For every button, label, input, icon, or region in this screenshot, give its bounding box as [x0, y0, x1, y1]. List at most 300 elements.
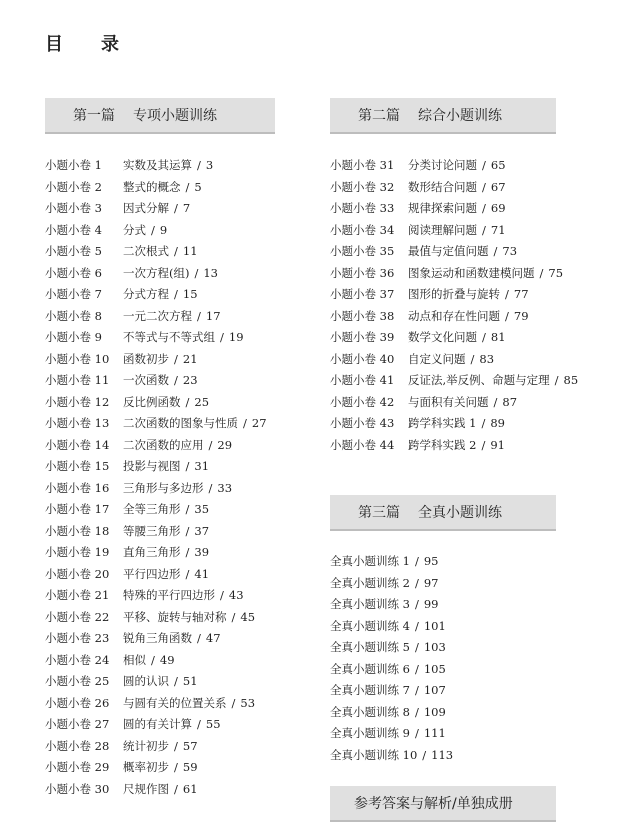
entry-title-line [330, 616, 580, 638]
entry-title-line [123, 220, 280, 242]
page-separator: / [505, 308, 509, 323]
entry-title-line [408, 284, 580, 306]
toc-entry [45, 327, 280, 349]
entry-title: 跨学科实践 2 [408, 437, 477, 452]
entry-page: 45 [240, 609, 256, 624]
entry-number: 小题小卷 10 [45, 351, 110, 366]
entry-title-line [123, 177, 280, 199]
entry-page: 79 [513, 308, 529, 323]
entry-title-line [408, 306, 580, 328]
entry-title: 投影与视图 [123, 459, 181, 473]
page-separator: / [414, 575, 419, 590]
entry-title-line [123, 671, 280, 693]
entry-page: 59 [182, 760, 198, 774]
entry-title-line [123, 370, 280, 392]
entry-title: 全真小题训练 4 [330, 618, 410, 633]
page-separator: / [493, 394, 498, 409]
entry-page: 99 [423, 597, 439, 611]
entry-title-line [123, 241, 280, 263]
page-separator: / [197, 631, 201, 645]
entry-title-line [123, 564, 280, 586]
toc-entry [45, 564, 280, 586]
toc-entry [330, 680, 580, 702]
toc-entry [45, 392, 280, 414]
toc-entry [45, 521, 280, 543]
entry-number: 小题小卷 25 [45, 674, 110, 688]
entry-number: 小题小卷 44 [330, 437, 395, 452]
entry-number: 小题小卷 40 [330, 351, 395, 366]
entry-title: 数形结合问题 [408, 179, 477, 194]
toc-entry [45, 607, 280, 629]
page-separator: / [243, 416, 247, 430]
page-separator: / [414, 683, 419, 697]
toc-entry [45, 693, 280, 715]
page-separator: / [197, 158, 201, 172]
entry-number: 小题小卷 42 [330, 394, 395, 409]
entry-number: 小题小卷 6 [45, 265, 102, 280]
entry-page: 69 [490, 201, 506, 215]
entry-title-line [123, 607, 280, 629]
entry-page: 41 [194, 566, 210, 581]
page-separator: / [174, 738, 178, 753]
entry-page: 83 [479, 351, 495, 366]
toc-entry [45, 478, 280, 500]
page-separator: / [414, 661, 419, 676]
toc-entry [45, 714, 280, 736]
entry-number: 小题小卷 3 [45, 201, 102, 215]
entry-page: 97 [423, 575, 439, 590]
toc-entry [330, 637, 580, 659]
entry-page: 33 [217, 480, 233, 495]
entry-number: 小题小卷 34 [330, 222, 395, 237]
page-separator: / [422, 747, 427, 762]
entry-title: 图形的折叠与旋转 [408, 287, 500, 301]
entry-title: 动点和存在性问题 [408, 308, 500, 323]
toc-entry [45, 413, 280, 435]
page-separator: / [185, 394, 190, 409]
entry-page: 55 [205, 717, 221, 731]
toc-entry [330, 594, 580, 616]
entry-title-line [123, 198, 280, 220]
entry-title-line [123, 306, 280, 328]
page-separator: / [414, 640, 419, 654]
entry-number: 小题小卷 20 [45, 566, 110, 581]
entry-title: 全真小题训练 1 [330, 554, 410, 568]
toc-entry [45, 757, 280, 779]
page-separator: / [197, 717, 201, 731]
entry-number: 小题小卷 7 [45, 287, 102, 301]
entry-title-line [123, 714, 280, 736]
entry-title: 相似 [123, 652, 146, 667]
entry-number: 小题小卷 35 [330, 244, 395, 258]
entry-number: 小题小卷 4 [45, 222, 102, 237]
entry-page: 111 [423, 726, 446, 740]
entry-number: 小题小卷 38 [330, 308, 395, 323]
entry-title-line [330, 702, 580, 724]
page-separator: / [482, 179, 486, 194]
page-separator: / [185, 523, 190, 538]
entry-title: 与面积有关问题 [408, 394, 489, 409]
page-separator: / [220, 588, 224, 602]
entry-page: 89 [490, 416, 505, 430]
entry-number: 小题小卷 18 [45, 523, 110, 538]
entry-page: 5 [194, 179, 202, 194]
toc-entry [45, 284, 280, 306]
entry-title-line [330, 551, 580, 573]
toc-entry [45, 370, 280, 392]
entry-title-line [123, 542, 280, 564]
toc-entry [330, 702, 580, 724]
entry-page: 67 [490, 179, 506, 194]
entry-title-line [123, 155, 280, 177]
entry-title: 全等三角形 [123, 502, 181, 516]
toc-entry [330, 723, 580, 745]
entry-title: 反比例函数 [123, 394, 181, 409]
entry-title-line [408, 220, 580, 242]
entry-title-line [408, 349, 580, 371]
toc-entry [45, 241, 280, 263]
entry-number: 小题小卷 22 [45, 609, 110, 624]
toc-entry [45, 671, 280, 693]
entry-title: 平移、旋转与轴对称 [123, 609, 227, 624]
entry-page: 27 [251, 416, 267, 430]
entry-title-line [123, 435, 280, 457]
toc-entry [45, 220, 280, 242]
page-separator: / [493, 244, 498, 258]
entry-title: 直角三角形 [123, 545, 181, 559]
entry-title-line [330, 637, 580, 659]
entry-number: 小题小卷 30 [45, 781, 110, 796]
entry-title: 分式方程 [123, 287, 169, 301]
entry-page: 7 [182, 201, 191, 215]
entry-title: 尺规作图 [123, 781, 169, 796]
entry-page: 25 [194, 394, 210, 409]
entry-title-line [123, 284, 280, 306]
entry-page: 35 [194, 502, 210, 516]
entry-number: 小题小卷 28 [45, 738, 110, 753]
page-separator: / [174, 373, 178, 387]
toc-entry [330, 198, 580, 220]
entry-title: 圆的认识 [123, 674, 169, 688]
entry-title-line [408, 198, 580, 220]
page-separator: / [185, 545, 190, 559]
part3-name: 全真小题训练 [418, 505, 502, 521]
entry-number: 小题小卷 15 [45, 459, 110, 473]
entry-title: 函数初步 [123, 351, 169, 366]
toc-entry [45, 435, 280, 457]
entry-title-line [123, 413, 280, 435]
page-separator: / [197, 308, 201, 323]
entry-page: 77 [513, 287, 529, 301]
entry-page: 87 [502, 394, 518, 409]
entry-title: 实数及其运算 [123, 158, 192, 172]
entry-page: 103 [423, 640, 446, 654]
entry-page: 105 [423, 661, 446, 676]
toc-entry [330, 327, 580, 349]
entry-title-line [123, 263, 280, 285]
page-separator: / [151, 222, 155, 237]
entry-title-line [330, 594, 580, 616]
page-separator: / [185, 502, 190, 516]
entry-number: 小题小卷 21 [45, 588, 110, 602]
toc-entry [45, 736, 280, 758]
toc-entry [330, 745, 580, 767]
entry-page: 29 [217, 437, 233, 452]
page-separator: / [208, 437, 213, 452]
entry-title-line [123, 628, 280, 650]
page-separator: / [482, 158, 486, 172]
page-separator: / [470, 351, 475, 366]
entry-page: 13 [203, 265, 218, 280]
entry-number: 小题小卷 39 [330, 330, 395, 344]
entry-page: 81 [490, 330, 506, 344]
entry-title: 平行四边形 [123, 566, 181, 581]
entry-number: 小题小卷 14 [45, 437, 110, 452]
toc-entry [330, 177, 580, 199]
entry-number: 小题小卷 36 [330, 265, 395, 280]
part3-label: 第三篇 [358, 505, 400, 521]
entry-title: 因式分解 [123, 201, 169, 215]
page-separator: / [220, 330, 224, 344]
entry-page: 31 [194, 459, 210, 473]
entry-title: 分类讨论问题 [408, 158, 477, 172]
entry-title-line [330, 680, 580, 702]
entry-title-line [123, 779, 280, 801]
part1-label: 第一篇 [73, 108, 115, 124]
entry-title: 特殊的平行四边形 [123, 588, 215, 602]
entry-title: 图象运动和函数建模问题 [408, 265, 535, 280]
entry-page: 73 [502, 244, 518, 258]
page-separator: / [174, 781, 178, 796]
toc-entry [330, 349, 580, 371]
section-banner-answers [330, 786, 556, 822]
toc-entry [45, 542, 280, 564]
entry-page: 17 [205, 308, 221, 323]
entry-title: 锐角三角函数 [123, 631, 192, 645]
page-separator: / [208, 480, 213, 495]
page-separator: / [174, 760, 178, 774]
entry-title-line [123, 693, 280, 715]
page-separator: / [482, 201, 486, 215]
section-banner-part3 [330, 495, 556, 531]
entry-page: 53 [240, 695, 256, 710]
entry-number: 小题小卷 5 [45, 244, 102, 258]
entry-page: 3 [205, 158, 214, 172]
entry-title: 规律探索问题 [408, 201, 477, 215]
entry-page: 39 [194, 545, 210, 559]
page-separator: / [194, 265, 199, 280]
toc-entry [330, 413, 580, 435]
entry-page: 65 [490, 158, 506, 172]
entry-title-line [330, 659, 580, 681]
toc-entry [45, 155, 280, 177]
entry-title: 反证法,举反例、命题与定理 [408, 373, 550, 387]
toc-entry [45, 349, 280, 371]
entry-number: 小题小卷 2 [45, 179, 102, 194]
part2-label: 第二篇 [358, 108, 400, 124]
entry-title-line [123, 478, 280, 500]
entry-page: 85 [563, 373, 579, 387]
entry-title: 全真小题训练 3 [330, 597, 410, 611]
toc-entry [45, 628, 280, 650]
entry-page: 95 [423, 554, 439, 568]
part2-name: 综合小题训练 [418, 108, 502, 124]
toc-entry [330, 435, 580, 457]
entry-number: 小题小卷 19 [45, 545, 110, 559]
page-separator: / [505, 287, 509, 301]
entry-title: 全真小题训练 8 [330, 704, 410, 719]
page-separator: / [174, 674, 178, 688]
page-separator: / [539, 265, 544, 280]
entry-page: 71 [490, 222, 506, 237]
entry-page: 109 [423, 704, 446, 719]
page-separator: / [185, 179, 190, 194]
entry-number: 小题小卷 32 [330, 179, 395, 194]
entry-title-line [123, 499, 280, 521]
page-separator: / [554, 373, 559, 387]
toc-entry [45, 456, 280, 478]
entry-title-line [408, 413, 580, 435]
entry-title-line [123, 349, 280, 371]
toc-entry [330, 659, 580, 681]
entry-title: 数学文化问题 [408, 330, 477, 344]
entry-title: 二次根式 [123, 244, 169, 258]
entry-number: 小题小卷 11 [45, 373, 110, 387]
entry-title: 跨学科实践 1 [408, 416, 477, 430]
entry-title-line [123, 521, 280, 543]
toc-entry [45, 650, 280, 672]
entry-title-line [123, 585, 280, 607]
section-banner-part2 [330, 98, 556, 134]
entry-title: 一元二次方程 [123, 308, 192, 323]
page-separator: / [414, 554, 419, 568]
toc-entry [45, 306, 280, 328]
entry-number: 小题小卷 31 [330, 158, 395, 172]
entry-title-line [330, 573, 580, 595]
entry-title-line [408, 241, 580, 263]
entry-page: 19 [228, 330, 244, 344]
page-separator: / [481, 416, 486, 430]
entry-title: 最值与定值问题 [408, 244, 489, 258]
entry-number: 小题小卷 12 [45, 394, 110, 409]
entry-number: 小题小卷 9 [45, 330, 102, 344]
entry-number: 小题小卷 43 [330, 416, 395, 430]
page-separator: / [231, 609, 236, 624]
page-separator: / [185, 459, 190, 473]
entry-title: 统计初步 [123, 738, 169, 753]
entry-title-line [123, 327, 280, 349]
entry-page: 23 [182, 373, 198, 387]
entry-page: 51 [182, 674, 198, 688]
toc-entry [45, 177, 280, 199]
entry-number: 小题小卷 26 [45, 695, 110, 710]
entry-page: 75 [548, 265, 564, 280]
toc-entry [330, 616, 580, 638]
entry-number: 小题小卷 29 [45, 760, 110, 774]
page-separator: / [414, 618, 419, 633]
toc-list-part1 [45, 155, 280, 800]
toc-entry [330, 551, 580, 573]
entry-title: 二次函数的应用 [123, 437, 204, 452]
entry-page: 107 [423, 683, 446, 697]
entry-page: 49 [159, 652, 175, 667]
toc-entry [330, 284, 580, 306]
entry-title: 圆的有关计算 [123, 717, 192, 731]
entry-title: 一次方程(组) [123, 265, 190, 280]
entry-title: 三角形与多边形 [123, 480, 204, 495]
section-banner-part1 [45, 98, 275, 134]
entry-title-line [123, 456, 280, 478]
answers-label: 参考答案与解析/单独成册 [354, 796, 513, 812]
entry-title-line [408, 370, 580, 392]
toc-list-part3 [330, 551, 580, 766]
entry-number: 小题小卷 1 [45, 158, 102, 172]
toc-entry [330, 241, 580, 263]
entry-title-line [408, 435, 580, 457]
entry-page: 43 [228, 588, 244, 602]
entry-number: 小题小卷 16 [45, 480, 110, 495]
entry-title: 全真小题训练 10 [330, 747, 418, 762]
toc-entry [45, 263, 280, 285]
entry-number: 小题小卷 8 [45, 308, 102, 323]
entry-title-line [330, 745, 580, 767]
toc-entry [45, 499, 280, 521]
entry-title-line [408, 155, 580, 177]
entry-page: 57 [182, 738, 198, 753]
entry-title-line [123, 650, 280, 672]
entry-title: 二次函数的图象与性质 [123, 416, 238, 430]
entry-title: 全真小题训练 5 [330, 640, 410, 654]
entry-title-line [408, 392, 580, 414]
page-separator: / [414, 597, 419, 611]
entry-title: 全真小题训练 9 [330, 726, 410, 740]
toc-entry [330, 220, 580, 242]
entry-title: 全真小题训练 6 [330, 661, 410, 676]
entry-title-line [408, 177, 580, 199]
entry-number: 小题小卷 24 [45, 652, 110, 667]
toc-entry [45, 779, 280, 801]
page-separator: / [151, 652, 155, 667]
entry-title-line [123, 736, 280, 758]
entry-title: 整式的概念 [123, 179, 181, 194]
entry-title: 一次函数 [123, 373, 169, 387]
toc-entry [330, 306, 580, 328]
toc-list-part2 [330, 155, 580, 456]
entry-page: 113 [431, 747, 454, 762]
entry-page: 61 [182, 781, 198, 796]
entry-title: 自定义问题 [408, 351, 466, 366]
entry-page: 9 [159, 222, 168, 237]
entry-page: 21 [182, 351, 198, 366]
entry-title: 概率初步 [123, 760, 169, 774]
page-separator: / [414, 704, 419, 719]
entry-title: 阅读理解问题 [408, 222, 477, 237]
entry-page: 11 [182, 244, 198, 258]
entry-page: 91 [490, 437, 505, 452]
entry-page: 101 [423, 618, 446, 633]
page-separator: / [174, 287, 178, 301]
toc-entry [330, 573, 580, 595]
page-separator: / [185, 566, 190, 581]
toc-entry [330, 392, 580, 414]
entry-title: 等腰三角形 [123, 523, 181, 538]
toc-entry [330, 155, 580, 177]
entry-title: 全真小题训练 7 [330, 683, 410, 697]
entry-title: 不等式与不等式组 [123, 330, 215, 344]
entry-title-line [123, 757, 280, 779]
toc-entry [45, 585, 280, 607]
entry-number: 小题小卷 17 [45, 502, 110, 516]
